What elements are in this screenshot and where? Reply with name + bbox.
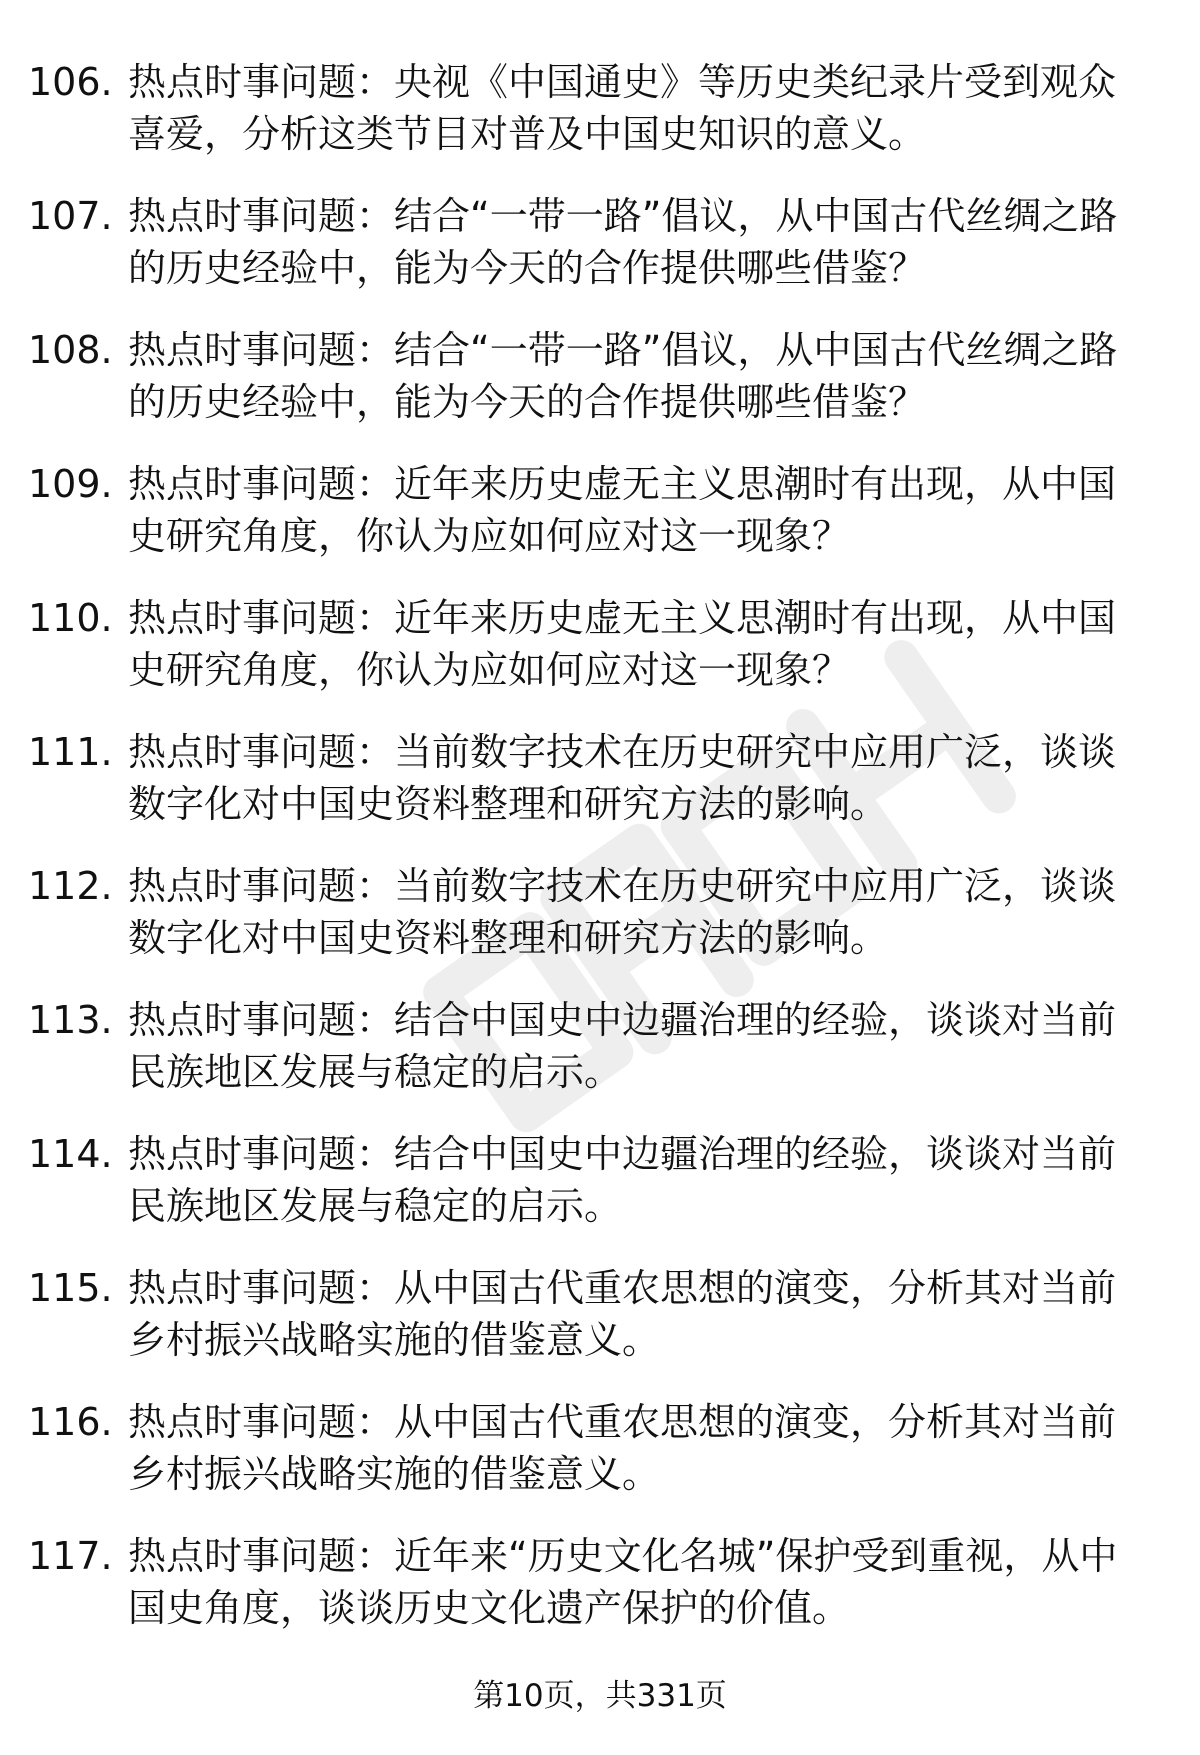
question-number: 109. [28, 462, 113, 506]
list-item [28, 592, 1148, 696]
list-item [28, 860, 1148, 964]
question-number: 111. [28, 730, 113, 774]
list-item [28, 324, 1148, 428]
list-item [28, 1262, 1148, 1366]
question-text: 热点时事问题：结合“一带一路”倡议，从中国古代丝绸之路的历史经验中，能为今天的合作提供哪些借鉴？ [128, 328, 1118, 424]
question-text: 热点时事问题：当前数字技术在历史研究中应用广泛，谈谈数字化对中国史资料整理和研究方法的影响。 [128, 864, 1117, 960]
question-text: 热点时事问题：从中国古代重农思想的演变，分析其对当前乡村振兴战略实施的借鉴意义。 [128, 1266, 1117, 1362]
question-number: 116. [28, 1400, 113, 1444]
list-item [28, 726, 1148, 830]
question-number: 117. [28, 1534, 113, 1578]
question-text: 热点时事问题：央视《中国通史》等历史类纪录片受到观众喜爱，分析这类节目对普及中国史知识的意义。 [128, 60, 1117, 156]
page-footer [0, 1676, 1200, 1716]
list-item [28, 56, 1148, 160]
question-number: 113. [28, 998, 113, 1042]
list-item [28, 190, 1148, 294]
question-number: 108. [28, 328, 113, 372]
question-number: 115. [28, 1266, 113, 1310]
question-text: 热点时事问题：当前数字技术在历史研究中应用广泛，谈谈数字化对中国史资料整理和研究方法的影响。 [128, 730, 1117, 826]
question-number: 106. [28, 60, 113, 104]
question-text: 热点时事问题：近年来“历史文化名城”保护受到重视，从中国史角度，谈谈历史文化遗产保护的价值。 [128, 1534, 1118, 1630]
question-number: 114. [28, 1132, 113, 1176]
question-number: 112. [28, 864, 113, 908]
list-item [28, 1530, 1148, 1634]
question-text: 热点时事问题：从中国古代重农思想的演变，分析其对当前乡村振兴战略实施的借鉴意义。 [128, 1400, 1117, 1496]
question-number: 107. [28, 194, 113, 238]
list-item [28, 458, 1148, 562]
question-number: 110. [28, 596, 113, 640]
page-number-label: 第10页，共331页 [473, 1678, 727, 1714]
list-item [28, 1128, 1148, 1232]
question-list [28, 56, 1148, 1664]
list-item [28, 1396, 1148, 1500]
question-text: 热点时事问题：结合“一带一路”倡议，从中国古代丝绸之路的历史经验中，能为今天的合作提供哪些借鉴？ [128, 194, 1118, 290]
question-text: 热点时事问题：结合中国史中边疆治理的经验，谈谈对当前民族地区发展与稳定的启示。 [128, 1132, 1117, 1228]
list-item [28, 994, 1148, 1098]
question-text: 热点时事问题：近年来历史虚无主义思潮时有出现，从中国史研究角度，你认为应如何应对这一现象？ [128, 462, 1117, 558]
question-text: 热点时事问题：结合中国史中边疆治理的经验，谈谈对当前民族地区发展与稳定的启示。 [128, 998, 1117, 1094]
question-text: 热点时事问题：近年来历史虚无主义思潮时有出现，从中国史研究角度，你认为应如何应对这一现象？ [128, 596, 1117, 692]
